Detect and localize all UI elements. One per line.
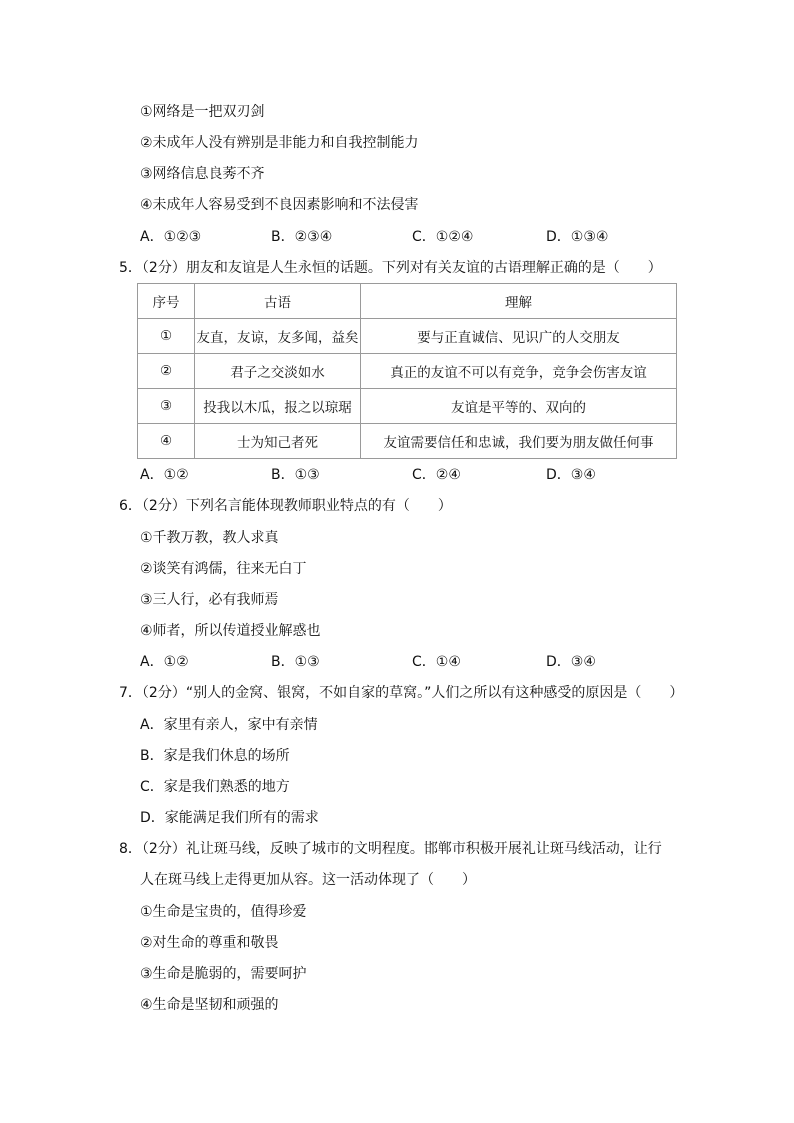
q6-option-d[interactable]: D．③④	[546, 654, 596, 670]
row-meaning: 要与正直诚信、见识广的人交朋友	[361, 319, 677, 354]
q6-option-c[interactable]: C．①④	[412, 654, 461, 670]
q7-option-d[interactable]: D．家能满足我们所有的需求	[140, 810, 319, 826]
row-saying: 士为知己者死	[195, 424, 361, 459]
q7-option-c[interactable]: C．家是我们熟悉的地方	[140, 779, 290, 795]
q7-option-b[interactable]: B．家是我们休息的场所	[140, 748, 290, 764]
row-index: ③	[138, 389, 195, 424]
q4-option-a[interactable]: A．①②③	[140, 229, 202, 245]
row-index: ④	[138, 424, 195, 459]
table-header-row	[138, 284, 677, 319]
q7-stem: 7．（2分）“别人的金窝、银窝，不如自家的草窝。”人们之所以有这种感受的原因是（ ）	[119, 685, 684, 701]
row-saying: 友直，友谅，友多闻，益矣	[195, 319, 361, 354]
row-index: ①	[138, 319, 195, 354]
row-saying: 君子之交淡如水	[195, 354, 361, 389]
table-row	[138, 389, 677, 424]
q8-item-4: ④生命是坚韧和顽强的	[140, 997, 279, 1013]
q8-item-3: ③生命是脆弱的，需要呵护	[140, 966, 307, 982]
row-saying: 投我以木瓜，报之以琼琚	[195, 389, 361, 424]
q6-option-a[interactable]: A．①②	[140, 654, 189, 670]
q6-options	[140, 652, 660, 672]
q6-item-2: ②谈笑有鸿儒，往来无白丁	[140, 561, 307, 577]
table-row	[138, 424, 677, 459]
q5-option-d[interactable]: D．③④	[546, 467, 596, 483]
q4-option-c[interactable]: C．①②④	[412, 229, 474, 245]
row-meaning: 友谊是平等的、双向的	[361, 389, 677, 424]
q6-option-b[interactable]: B．①③	[271, 654, 320, 670]
header-meaning: 理解	[361, 284, 677, 319]
q6-item-3: ③三人行，必有我师焉	[140, 592, 279, 608]
q6-item-1: ①千教万教，教人求真	[140, 530, 279, 546]
q4-item-2: ②未成年人没有辨别是非能力和自我控制能力	[140, 135, 419, 151]
q4-option-b[interactable]: B．②③④	[271, 229, 333, 245]
header-index: 序号	[138, 284, 195, 319]
q8-stem-line-1: 8．（2分）礼让斑马线，反映了城市的文明程度。邯郸市积极开展礼让斑马线活动，让行	[119, 841, 662, 857]
table-row	[138, 319, 677, 354]
q4-item-4: ④未成年人容易受到不良因素影响和不法侵害	[140, 197, 419, 213]
header-saying: 古语	[195, 284, 361, 319]
row-meaning: 真正的友谊不可以有竞争，竞争会伤害友谊	[361, 354, 677, 389]
q8-stem-line-2: 人在斑马线上走得更加从容。这一活动体现了（ ）	[140, 872, 476, 888]
row-index: ②	[138, 354, 195, 389]
q6-stem: 6．（2分）下列名言能体现教师职业特点的有（ ）	[119, 498, 452, 514]
q4-item-3: ③网络信息良莠不齐	[140, 166, 265, 182]
q5-stem: 5．（2分）朋友和友谊是人生永恒的话题。下列对有关友谊的古语理解正确的是（ ）	[119, 260, 662, 276]
q4-item-1: ①网络是一把双刃剑	[140, 104, 265, 120]
q4-options	[140, 227, 660, 247]
q5-option-b[interactable]: B．①③	[271, 467, 320, 483]
q6-item-4: ④师者，所以传道授业解惑也	[140, 623, 321, 639]
table-row	[138, 354, 677, 389]
q5-option-a[interactable]: A．①②	[140, 467, 189, 483]
row-meaning: 友谊需要信任和忠诚，我们要为朋友做任何事	[361, 424, 677, 459]
q8-item-1: ①生命是宝贵的，值得珍爱	[140, 904, 307, 920]
q4-option-d[interactable]: D．①③④	[546, 229, 609, 245]
q5-options	[140, 465, 660, 485]
q8-item-2: ②对生命的尊重和敬畏	[140, 935, 279, 951]
q5-table	[137, 283, 677, 459]
q5-option-c[interactable]: C．②④	[412, 467, 461, 483]
q7-option-a[interactable]: A．家里有亲人，家中有亲情	[140, 717, 318, 733]
